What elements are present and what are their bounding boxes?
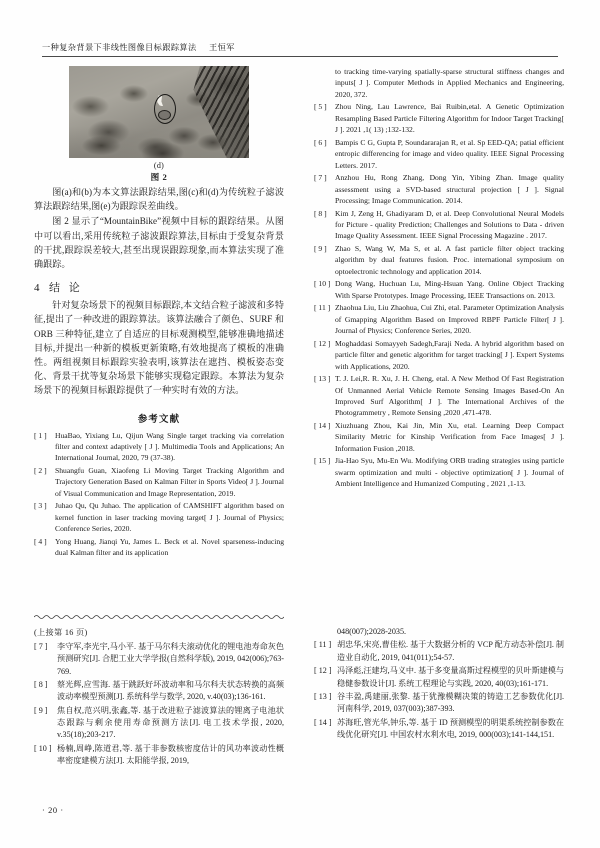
wavy-divider bbox=[34, 614, 284, 620]
figure-grass-layer bbox=[69, 127, 249, 158]
figure-caption: 图 2 bbox=[150, 172, 168, 182]
reference-text: T. J. Lei,R. R. Xu, J. H. Cheng, etal. A New Method Of Fast Registration Of Unmanned Aerial Vehicle Remote Sensing Images Based-On An Improved Surf Algorithm[ J ]. The International Archives of the Photogrammetry , Remote Sensing ,2020 ,471-478. bbox=[335, 374, 564, 418]
reference-text: 谷丰盈,禹建丽,张黎. 基于犹豫模糊决策的铸造工艺参数优化[J]. 河南科学, 2019, 037(003);387-393. bbox=[337, 692, 564, 714]
reference-item bbox=[314, 691, 564, 716]
continued-from-note: (上接第 16 页) bbox=[34, 628, 88, 637]
reference-text: Kim J, Zeng H, Ghadiyaram D, et al. Deep Convolutional Neural Models for Picture - quality Prediction; Challenges and Solutions to Data - driven Image Quality Assessment. IEEE Signal Processing Magazine . 2017. bbox=[335, 208, 564, 241]
reference-text: Bampis C G, Gupta P, Soundararajan R, et al. Sp EED-QA; patial efficient entropic differencing for image and video quality. IEEE Signal Processing Letters. 2017. bbox=[335, 137, 564, 170]
reference-item bbox=[314, 373, 564, 419]
reference-tag: [ 3 ] bbox=[34, 501, 47, 511]
reference-list-bottom-left bbox=[34, 641, 284, 768]
reference-tag: [ 13 ] bbox=[314, 692, 332, 702]
page-number: · 20 · bbox=[42, 806, 64, 815]
reference-tag: [ 9 ] bbox=[314, 244, 327, 254]
reference-tag: [ 11 ] bbox=[314, 640, 332, 650]
reference-tag-spacer bbox=[314, 66, 335, 100]
reference-tag: [ 7 ] bbox=[314, 173, 327, 183]
paragraph-conclusion: 针对复杂场景下的视频目标跟踪,本文结合粒子滤波和多特征,提出了一种改进的跟踪算法。该算法融合了颜色、SURF 和 ORB 三种特征,建立了自适应的目标观测模型,能够准确地描述目标,并提出一种新的模板更新策略,有效地提高了模板的准确性。两组视频目标跟踪实验表明,该算法在遮挡、模板姿态变化、背景干扰等复杂场景下能够实现稳定跟踪。本算法为复杂场景下的视频目标跟踪提供了一种实时有效的方法。 bbox=[34, 300, 284, 396]
running-head bbox=[42, 42, 558, 53]
reference-text: 杨楠,周峥,陈道君,等. 基于非参数核密度估计的风功率波动性概率密度建模方法[J]. 太阳能学报, 2019, bbox=[57, 743, 284, 766]
reference-tag: [ 12 ] bbox=[314, 338, 331, 348]
reference-text: Juhao Qu, Qu Juhao. The application of CAMSHIFT algorithm based on kernel function in laser tracking moving target[ J ]. Journal of Physics; Conference Series, 2020. bbox=[55, 501, 284, 534]
reference-text: to tracking time-varying spatially-sparse structural stiffness changes and inputs[ J ]. Computer Methods in Applied Mechanics and Engineering, 2020, 372. bbox=[335, 67, 564, 99]
reference-item bbox=[314, 243, 564, 277]
reference-continuation bbox=[314, 66, 564, 100]
reference-tag: [ 11 ] bbox=[314, 303, 331, 313]
mountain-bike-tracking-image bbox=[69, 66, 249, 158]
reference-text: 苏海旺,管光华,钟乐,等. 基于 ID 预测模型的明渠系统控制参数在线优化研究[J]. 中国农村水利水电, 2019, 000(003);141-144,151. bbox=[337, 717, 564, 740]
left-column bbox=[34, 66, 284, 560]
reference-tag: [ 7 ] bbox=[34, 642, 48, 651]
reference-item bbox=[314, 455, 564, 489]
reference-item bbox=[314, 717, 564, 742]
reference-text: Shuangfu Guan, Xiaofeng Li Moving Target Tracking Algorithm and Trajectory Generation Based on Kalman Filter in Sports Video[ J ]. Journal of Visual Communication and Image Representation, 2019. bbox=[55, 466, 284, 498]
reference-text: 胡忠华,宋亮,曹佳松. 基于大数据分析的 VCP 配方动态补偿[J]. 制造业自动化, 2019, 041(011);54-57. bbox=[337, 640, 564, 662]
reference-text: HuaBao, Yixiang Lu, Qijun Wang Single target tracking via correlation filter and context adaptively [ J ]. Multimedia Tools and Applications; An International Journal, 2020, 79 (37-38). bbox=[55, 430, 284, 463]
reference-item bbox=[314, 137, 564, 171]
reference-text: Anzhou Hu, Rong Zhang, Dong Yin, Yibing Zhan. Image quality assessment using a SVD-based structural projection [ J ]. Signal Processing; Image Communication. 2014. bbox=[335, 173, 564, 206]
bottom-right-column bbox=[314, 626, 564, 743]
reference-tag: [ 6 ] bbox=[314, 137, 327, 147]
reference-text: Zhaohua Liu, Liu Zhaohua, Cui Zhi, etal. Parameter Optimization Analysis of Gmapping Algorithm Based on Improved RBPF Particle Filter[ J ]. Journal of Physics; Conference Series, 2020. bbox=[335, 303, 564, 336]
reference-item bbox=[314, 172, 564, 206]
reference-item bbox=[34, 430, 284, 464]
reference-tag: [ 2 ] bbox=[34, 466, 47, 476]
figure-sublabel: (d) bbox=[153, 161, 165, 170]
reference-item bbox=[34, 465, 284, 499]
reference-text: 焦自权,范兴明,张鑫,等. 基于改进粒子滤波算法的锂离子电池状态跟踪与剩余使用寿命预测方法[J]. 电工技术学报, 2020, v.35(18);203-217. bbox=[57, 705, 284, 740]
reference-item bbox=[314, 665, 564, 690]
reference-continuation bbox=[314, 626, 564, 638]
reference-text: Jia-Hao Syu, Mu-En Wu. Modifying ORB trading strategies using particle swarm optimization and multi - objective optimization[ J ]. Journal of Ambient Intelligence and Humanized Computing , 2021 ,1-13. bbox=[335, 456, 564, 489]
reference-tag: [ 14 ] bbox=[314, 421, 331, 431]
reference-text: Yong Huang, Jianqi Yu, James L. Beck et al. Novel sparseness-inducing dual Kalman filter and its application bbox=[55, 536, 284, 558]
reference-text: Xiuzhuang Zhou, Kai Jin, Min Xu, etal. Learning Deep Compact Similarity Metric for Kinship Verification from Face Images[ J ]. Information Fusion ,2018. bbox=[335, 421, 564, 453]
reference-text: Dong Wang, Huchuan Lu, Ming-Hsuan Yang. Online Object Tracking With Sparse Prototypes. Image Processing, IEEE Transactions on. 2013. bbox=[335, 279, 564, 300]
reference-item bbox=[34, 641, 284, 678]
reference-text: Zhao S, Wang W, Ma S, et al. A fast particle filter object tracking algorithm by dual features fusion. Proc. international symposium on optoelectronic technology and application 2014. bbox=[335, 244, 564, 276]
running-head-rule bbox=[42, 56, 558, 57]
section-title: 结 论 bbox=[49, 282, 83, 295]
reference-item bbox=[314, 208, 564, 242]
reference-tag: [ 8 ] bbox=[34, 680, 48, 690]
reference-tag: [ 4 ] bbox=[34, 536, 47, 546]
reference-item bbox=[314, 420, 564, 454]
reference-text: 048(007);2028-2035. bbox=[337, 627, 407, 636]
reference-item bbox=[314, 639, 564, 664]
reference-item bbox=[34, 679, 284, 704]
references-heading: 参考文献 bbox=[137, 414, 181, 425]
running-head-author: 王恒军 bbox=[209, 43, 235, 52]
reference-text: 冯泽彪,汪建均,马义中. 基于多变量高斯过程模型的贝叶斯建模与稳健参数设计[J]. 系统工程理论与实践, 2020, 40(03);161-171. bbox=[337, 666, 564, 688]
reference-tag: [ 1 ] bbox=[34, 430, 47, 440]
reference-list-right bbox=[314, 101, 564, 489]
reference-item bbox=[314, 338, 564, 372]
reference-tag-spacer bbox=[314, 626, 337, 638]
reference-tag: [ 13 ] bbox=[314, 374, 331, 384]
reference-tag: [ 15 ] bbox=[314, 456, 331, 466]
section-heading-conclusion bbox=[34, 279, 284, 295]
reference-tag: [ 9 ] bbox=[34, 705, 48, 715]
reference-tag: [ 5 ] bbox=[314, 102, 327, 112]
reference-text: 李守军,李光宇,马小平. 基于马尔科夫滚动优化的锂电池寿命灰色预测研究[J]. 合肥工业大学学报(自然科学版), 2019, 042(006);763-769. bbox=[57, 642, 284, 676]
paragraph-figure-explanation: 图(a)和(b)为本文算法跟踪结果,图(c)和(d)为传统粒子滤波算法跟踪结果,图(e)为跟踪误差曲线。 bbox=[34, 187, 284, 212]
right-column bbox=[314, 66, 564, 491]
reference-tag: [ 12 ] bbox=[314, 666, 332, 676]
reference-tag: [ 8 ] bbox=[314, 208, 327, 218]
paragraph-results-discussion: 图 2 显示了“MountainBike”视频中目标的跟踪结果。从图中可以看出,采用传统粒子滤波跟踪算法,目标由于受复杂背景的干扰,跟踪误差较大,甚至出现误跟踪现象,而本算法实现了准确跟踪。 bbox=[34, 216, 284, 270]
bottom-left-column bbox=[34, 604, 284, 769]
reference-list-bottom-right bbox=[314, 639, 564, 741]
figure-block bbox=[34, 66, 284, 183]
reference-tag: [ 10 ] bbox=[314, 279, 331, 289]
running-head-title: 一种复杂背景下非线性图像目标跟踪算法 bbox=[42, 43, 197, 52]
figure-tracking-ellipse bbox=[154, 94, 176, 124]
reference-list-left bbox=[34, 430, 284, 559]
reference-text: Zhou Ning, Lau Lawrence, Bai Ruibin,etal. A Genetic Optimization Resampling Based Particle Filtering Algorithm for Indoor Target Tracking[ J ]. 2021 ,1( 13) ;132-132. bbox=[335, 102, 564, 135]
reference-item bbox=[34, 500, 284, 534]
reference-item bbox=[314, 302, 564, 336]
reference-item bbox=[34, 743, 284, 768]
reference-text: Moghaddasi Somayyeh Sadegh,Faraji Neda. A hybrid algorithm based on particle filter and genetic algorithm for target tracking[ J ]. Expert Systems with Applications, 2020. bbox=[335, 338, 564, 371]
reference-text: 蔡光辉,应雪海. 基于跳跃好坏波动率和马尔科夫状态转换的高频波动率模型预测[J]. 系统科学与数学, 2020, v.40(03);136-161. bbox=[57, 680, 284, 702]
reference-item bbox=[314, 101, 564, 135]
reference-item bbox=[314, 278, 564, 301]
section-number: 4 bbox=[34, 282, 40, 295]
reference-item bbox=[34, 536, 284, 559]
reference-tag: [ 14 ] bbox=[314, 717, 332, 727]
reference-tag: [ 10 ] bbox=[34, 743, 52, 753]
reference-item bbox=[34, 705, 284, 742]
